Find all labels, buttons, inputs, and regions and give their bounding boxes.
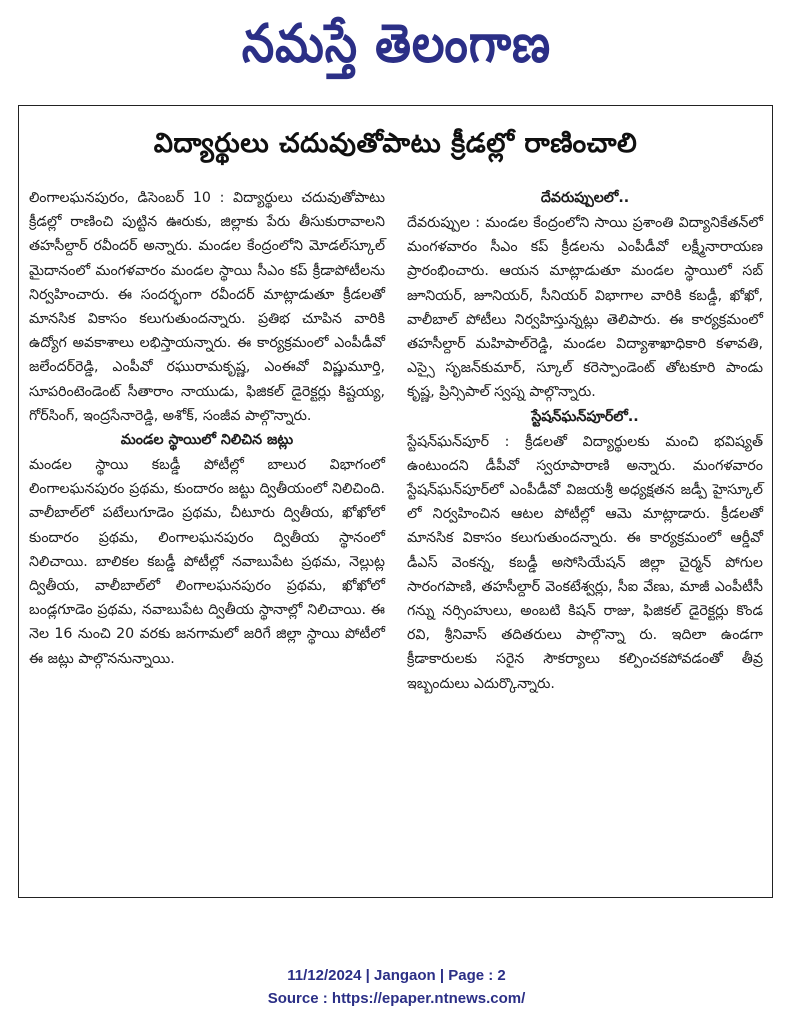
masthead-logo-text: నమస్తే తెలంగాణ: [241, 11, 552, 75]
masthead-logo: [0, 8, 793, 78]
edition-info: 11/12/2024 | Jangaon | Page : 2: [287, 967, 506, 984]
page-footer: [0, 964, 793, 1010]
article-headline: విద్యార్థులు చదువుతోపాటు క్రీడల్లో రాణించాలి: [153, 128, 638, 159]
article-frame: [18, 105, 773, 898]
article-paragraph: స్టేషన్‌ఘన్‌పూర్ : క్రీడలతో విద్యార్థులకు మంచి భవిష్యత్ ఉంటుందని డీపీవో స్వరూపారాణి అన్నారు. మంగళవారం స్టేషన్‌ఘన్‌పూర్‌లో ఎంపీడీవో విజయశ్రీ అధ్యక్షతన జడ్పీ హైస్కూల్ లో నిర్వహించిన ఆటల పోటీల్లో ఆమె మాట్లాడారు. క్రీడలతో మానసిక వికాసం కలుగుతుందన్నారు. ఈ కార్యక్రమంలో ఆర్డీవో డీఎస్ వెంకన్న, కబడ్డీ అసోసియేషన్ జిల్లా చైర్మన్ పోగుల సారంగపాణి, తహసీల్దార్ వెంకటేశ్వర్లు, సీఐ వేణు, మాజీ ఎంపీటీసీ గన్ను నర్సింహులు, అంబటి కిషన్ రాజు, ఫిజికల్ డైరెక్టర్లు కొండ రవి, శ్రీనివాస్ తదితరులు పాల్గొన్నా రు. ఇదిలా ఉండగా క్రీడాకారులకు సరైన సౌకర్యాలు కల్పించకపోవడంతో తీవ్ర ఇబ్బందులు ఎదుర్కొన్నారు.: [407, 433, 763, 692]
article-paragraph: లింగాలఘనపురం, డిసెంబర్ 10 : విద్యార్థులు చదువుతోపాటు క్రీడల్లో రాణించి పుట్టిన ఊరుకు, జిల్లాకు పేరు తీసుకురావాలని తహసీల్దార్ రవీందర్ అన్నారు. మండల కేంద్రంలోని మోడల్‌స్కూల్ మైదానంలో మంగళవారం మండల స్థాయి సీఎం కప్ క్రీడాపోటీలను నిర్వహించారు. ఈ సందర్భంగా రవీందర్ మాట్లాడుతూ క్రీడలతో మానసిక వికాసం కలుగుతుందన్నారు. ప్రతిభ చూపిన వారికి ఉద్యోగ అవకాశాలు లభిస్తాయన్నారు. ఈ కార్యక్రమంలో ఎంపీడీవో జలేందర్‌రెడ్డి, ఎంపీవో రఘురామకృష్ణ, ఎంఈవో విష్ణుమూర్తి, సూపరింటెండెంట్ సీతారాం నాయుడు, ఫిజికల్ డైరెక్టర్లు కిష్టయ్య, గోర్‌సింగ్, ఇంద్రసేనారెడ్డి, అశోక్, సంజీవ పాల్గొన్నారు.: [29, 190, 385, 424]
article-subheading: మండల స్థాయిలో నిలిచిన జట్లు: [120, 432, 294, 449]
article-subheading: దేవరుప్పులలో..: [540, 190, 630, 206]
article-column-left: [29, 186, 385, 671]
article-subheading: స్టేషన్‌ఘన్‌పూర్‌లో..: [531, 408, 639, 425]
article-column-right: [407, 186, 763, 696]
article-paragraph: దేవరుప్పుల : మండల కేంద్రంలోని సాయి ప్రశాంతి విద్యానికేతన్‌లో మంగళవారం సీఎం కప్ క్రీడలను ఎంపీడీవో లక్ష్మీనారాయణ ప్రారంభించారు. ఆయన మాట్లాడుతూ మండల స్థాయిలో సబ్ జూనియర్, జూనియర్, సీనియర్ విభాగాల వారికి కబడ్డీ, ఖోఖో, వాలీబాల్ పోటీలు నిర్వహిస్తున్నట్లు తెలిపారు. ఈ కార్యక్రమంలో తహసీల్దార్ మహిపాల్‌రెడ్డి, మండల విద్యాశాఖాధికారి కళావతి, ఎస్సై సృజన్‌కుమార్, స్కూల్ కరెస్పాండెంట్ తోటకూరి పాండు కృష్ణ, ప్రిన్సిపాల్ స్వప్న పాల్గొన్నారు.: [407, 215, 763, 401]
article-paragraph: మండల స్థాయి కబడ్డీ పోటీల్లో బాలుర విభాగంలో లింగాలఘనపురం ప్రథమ, కుందారం జట్టు ద్వితీయంలో నిలిచింది. వాలీబాల్‌లో పటేలుగూడెం ప్రథమ, చీటూరు ద్వితీయ, ఖోఖోలో కుందారం ప్రథమ, లింగాలఘనపురం ద్వితీయ స్థానంలో నిలిచాయి. బాలికల కబడ్డీ పోటీల్లో నవాబుపేట ప్రథమ, నెల్లుట్ల ద్వితీయ, వాలీబాల్‌లో లింగాలఘనపురం ప్రథమ, ఖోఖోలో బండ్లగూడెం ప్రథమ, నవాబుపేట ద్వితీయ స్థానాల్లో నిలిచాయి. ఈ నెల 16 నుంచి 20 వరకు జనగామలో జరిగే జిల్లా స్థాయి పోటీలో ఈ జట్లు పాల్గొననున్నాయి.: [29, 457, 385, 667]
source-link[interactable]: Source : https://epaper.ntnews.com/: [267, 990, 526, 1007]
